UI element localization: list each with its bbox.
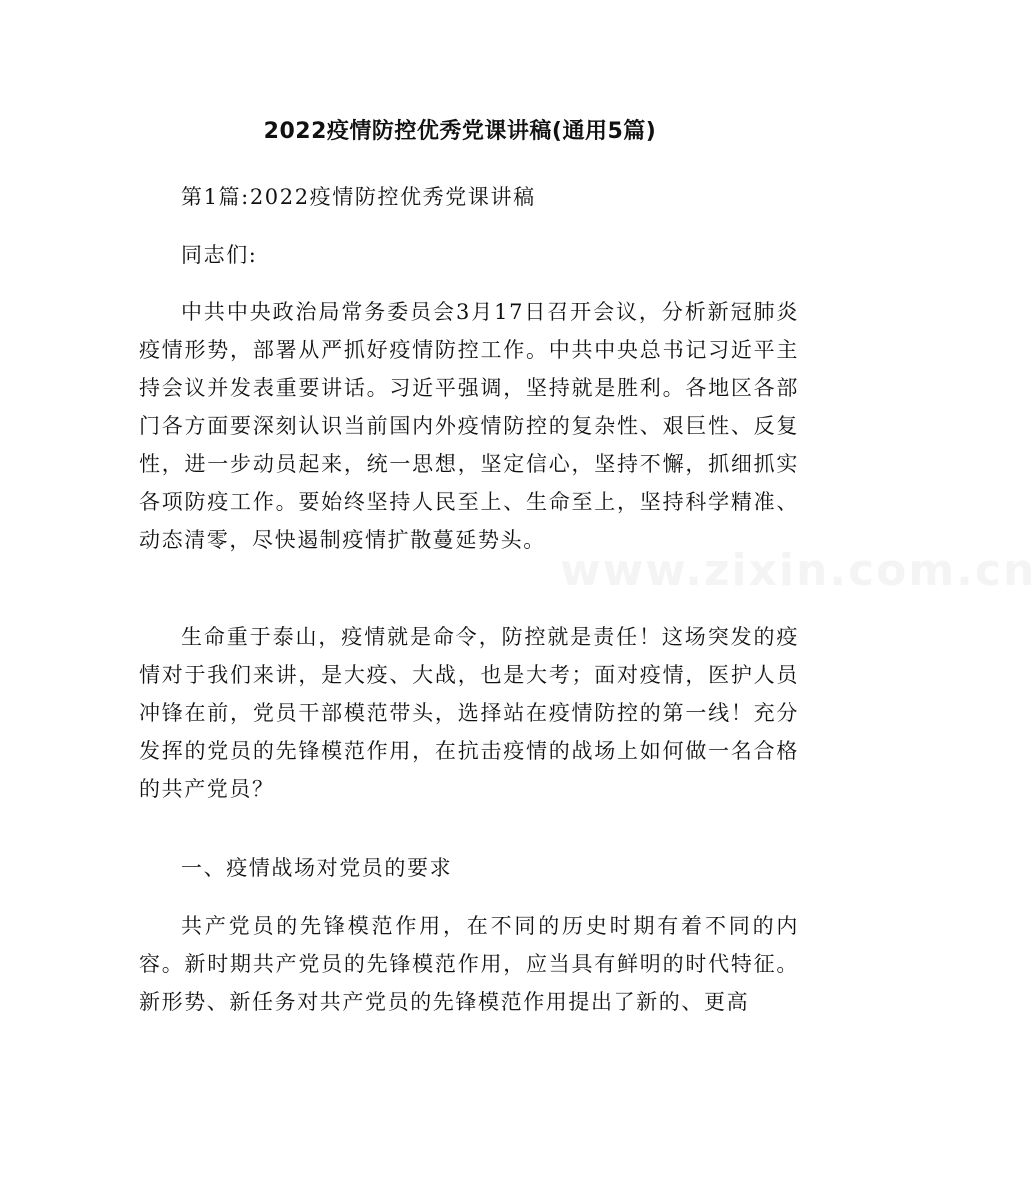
chapter-heading: 第1篇:2022疫情防控优秀党课讲稿 — [181, 185, 536, 209]
watermark: www.zixin.com.cn — [560, 545, 1036, 596]
salutation: 同志们: — [181, 243, 258, 267]
paragraph-2: 生命重于泰山，疫情就是命令，防控就是责任！这场突发的疫情对于我们来讲，是大疫、大战，也是大考；面对疫情，医护人员冲锋在前，党员干部模范带头，选择站在疫情防控的第一线！充分发挥的党员的先锋模范作用，在抗击疫情的战场上如何做一名合格的共产党员？ — [139, 625, 799, 801]
section-heading: 一、疫情战场对党员的要求 — [181, 856, 453, 880]
paragraph-1: 中共中央政治局常务委员会3月17日召开会议，分析新冠肺炎疫情形势，部署从严抓好疫情防控工作。中共中央总书记习近平主持会议并发表重要讲话。习近平强调，坚持就是胜利。各地区各部门各方面要深刻认识当前国内外疫情防控的复杂性、艰巨性、反复性，进一步动员起来，统一思想，坚定信心，坚持不懈，抓细抓实各项防疫工作。要始终坚持人民至上、生命至上，坚持科学精准、动态清零，尽快遏制疫情扩散蔓延势头。 — [139, 300, 799, 552]
document-title: 2022疫情防控优秀党课讲稿(通用5篇) — [263, 119, 657, 144]
paragraph-3: 共产党员的先锋模范作用，在不同的历史时期有着不同的内容。新时期共产党员的先锋模范作用，应当具有鲜明的时代特征。新形势、新任务对共产党员的先锋模范作用提出了新的、更高 — [139, 914, 799, 1014]
